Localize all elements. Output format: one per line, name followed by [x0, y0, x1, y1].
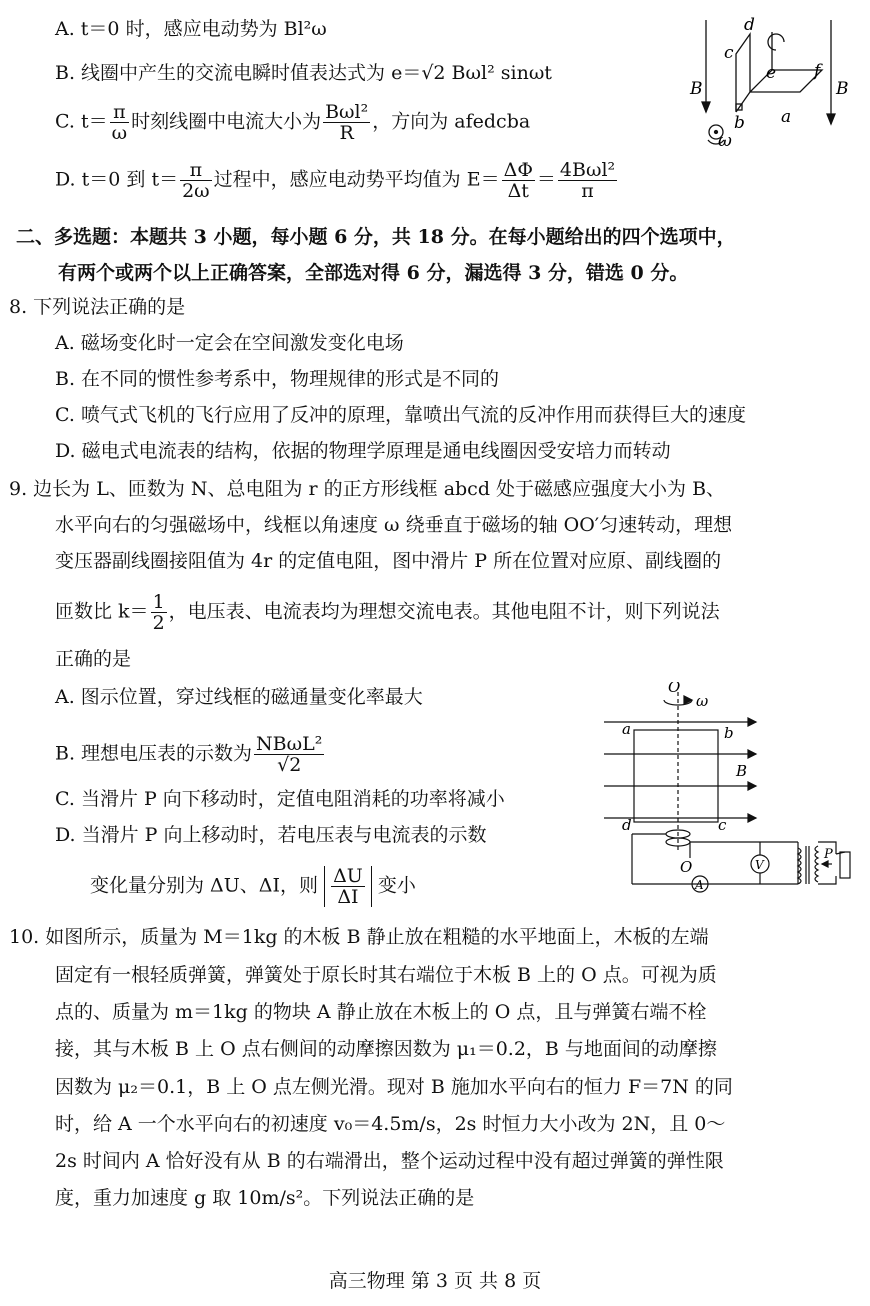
page-footer: 高三物理 第 3 页 共 8 页 — [328, 1270, 542, 1292]
section2-line1: 二、多选题：本题共 3 小题，每小题 6 分，共 18 分。在每小题给出的四个选项中， — [16, 226, 736, 248]
fig1-label-d: d — [744, 15, 755, 35]
q9-b-frac — [254, 734, 324, 775]
fig2-label-omega: ω — [696, 692, 709, 710]
q7-d-frac2 — [502, 160, 535, 201]
q7-option-b: B. 线圈中产生的交流电瞬时值表达式为 e＝√2 Bωl² sinωt — [55, 62, 552, 84]
q8-stem: 8. 下列说法正确的是 — [9, 296, 186, 318]
q9-d2-num: ΔU — [333, 865, 363, 887]
q8-option-c: C. 喷气式飞机的飞行应用了反冲的原理，靠喷出气流的反冲作用而获得巨大的速度 — [55, 404, 746, 426]
q7-d-frac3 — [558, 160, 617, 201]
q9-l4-pre: 匝数比 k＝ — [55, 600, 149, 623]
q9-k-num: 1 — [152, 591, 165, 613]
q10-line2: 固定有一根轻质弹簧，弹簧处于原长时其右端位于木板 B 上的 O 点。可视为质 — [55, 964, 717, 986]
q9-b-num: NBωL² — [256, 733, 323, 755]
q9-option-b — [55, 734, 326, 775]
q9-d2-den: ΔI — [337, 886, 359, 908]
fig2-label-ammeter: A — [695, 878, 704, 892]
q7-d-frac — [180, 160, 212, 201]
q9-d2-frac — [331, 866, 365, 907]
q7-c-frac — [110, 102, 130, 143]
fig2-label-d: d — [622, 816, 632, 834]
q7-d-frac-den: 2ω — [182, 180, 210, 202]
q9-option-a: A. 图示位置，穿过线框的磁通量变化率最大 — [55, 686, 423, 708]
q7-c-pre: C. t＝ — [55, 110, 108, 133]
fig1-label-omega: ω — [718, 131, 732, 151]
fig1-label-b: b — [734, 113, 745, 133]
q8-option-b: B. 在不同的惯性参考系中，物理规律的形式是不同的 — [55, 368, 500, 390]
q7-d-frac2-den: Δt — [507, 180, 529, 202]
fig2-label-p: P — [824, 847, 833, 862]
q7-option-d — [55, 160, 619, 201]
q9-k-den: 2 — [152, 612, 165, 634]
q7-d-frac3-den: π — [581, 180, 594, 202]
q7-d-eq: ＝ — [536, 168, 556, 191]
q10-line1: 10. 如图所示，质量为 M＝1kg 的木板 B 静止放在粗糙的水平地面上，木板的左端 — [9, 926, 709, 948]
q9-option-d: D. 当滑片 P 向上移动时，若电压表与电流表的示数 — [55, 824, 487, 846]
q10-line3: 点的、质量为 m＝1kg 的物块 A 静止放在木板上的 O 点，且与弹簧右端不栓 — [55, 1001, 707, 1023]
q7-d-frac2-num: ΔΦ — [503, 159, 533, 181]
q9-d2-post: 变小 — [377, 874, 416, 897]
q9-l4-post: ，电压表、电流表均为理想交流电表。其他电阻不计，则下列说法 — [168, 600, 720, 623]
fig1-label-b-left: B — [690, 79, 703, 99]
fig2-label-voltmeter: V — [755, 858, 764, 872]
q7-c-frac-num: π — [110, 102, 130, 123]
q7-c-frac2 — [323, 102, 370, 143]
q9-option-d-cont — [90, 866, 416, 907]
fig2-label-o-bottom: O — [680, 858, 693, 876]
q7-d-mid: 过程中，感应电动势平均值为 E＝ — [213, 168, 500, 191]
q7-option-c — [55, 102, 530, 143]
coil-figure — [688, 12, 858, 152]
q7-c-frac2-num: Bωl² — [325, 101, 369, 123]
q8-option-a: A. 磁场变化时一定会在空间激发变化电场 — [55, 332, 404, 354]
fig2-label-field-b: B — [736, 762, 748, 780]
section2-line2: 有两个或两个以上正确答案，全部选对得 6 分，漏选得 3 分，错选 0 分。 — [58, 262, 689, 284]
q9-stem-line5: 正确的是 — [55, 648, 132, 670]
q10-line5: 因数为 μ₂＝0.1，B 上 O 点左侧光滑。现对 B 施加水平向右的恒力 F＝7N 的同 — [55, 1076, 733, 1098]
q9-stem-line4 — [55, 592, 720, 633]
fig2-label-b: b — [724, 724, 734, 742]
q7-d-pre: D. t＝0 到 t＝ — [55, 168, 179, 191]
q7-d-frac3-num: 4Bωl² — [559, 159, 616, 181]
fig1-label-f: f — [814, 61, 821, 81]
q9-b-pre: B. 理想电压表的示数为 — [55, 742, 253, 765]
transformer-circuit-figure — [596, 682, 858, 898]
fig1-label-c: c — [724, 43, 734, 63]
q10-line6: 时，给 A 一个水平向右的初速度 v₀＝4.5m/s，2s 时恒力大小改为 2N，且 0～ — [55, 1113, 726, 1135]
q7-d-frac-num: π — [180, 160, 212, 181]
fig2-label-c: c — [718, 816, 727, 834]
q9-stem-line2: 水平向右的匀强磁场中，线框以角速度 ω 绕垂直于磁场的轴 OO′匀速转动，理想 — [55, 514, 733, 536]
q9-stem-line1: 9. 边长为 L、匝数为 N、总电阻为 r 的正方形线框 abcd 处于磁感应强度大小为 B、 — [9, 478, 726, 500]
q9-stem-line3: 变压器副线圈接阻值为 4r 的定值电阻，图中滑片 P 所在位置对应原、副线圈的 — [55, 550, 722, 572]
fig1-label-e: e — [766, 63, 777, 83]
q7-c-frac-den: ω — [111, 122, 128, 144]
fig2-label-o-top: O — [668, 682, 681, 696]
q7-c-mid: 时刻线圈中电流大小为 — [131, 110, 322, 133]
q7-option-a: A. t＝0 时，感应电动势为 Bl²ω — [55, 18, 327, 40]
q9-b-den: √2 — [277, 754, 302, 776]
fig1-label-a: a — [781, 107, 792, 127]
q10-line8: 度，重力加速度 g 取 10m/s²。下列说法正确的是 — [55, 1187, 475, 1209]
q10-line7: 2s 时间内 A 恰好没有从 B 的右端滑出，整个运动过程中没有超过弹簧的弹性限 — [55, 1150, 724, 1172]
q7-c-frac2-den: R — [339, 122, 354, 144]
fig1-label-b-right: B — [836, 79, 849, 99]
fig2-label-a: a — [622, 720, 631, 738]
q10-line4: 接，其与木板 B 上 O 点右侧间的动摩擦因数为 μ₁＝0.2，B 与地面间的动摩擦 — [55, 1038, 717, 1060]
q9-k-frac — [151, 592, 167, 633]
q9-option-c: C. 当滑片 P 向下移动时，定值电阻消耗的功率将减小 — [55, 788, 505, 810]
q9-d2-abs — [324, 866, 372, 907]
q9-d2-pre: 变化量分别为 ΔU、ΔI，则 — [90, 874, 319, 897]
q7-c-post: ，方向为 afedcba — [372, 110, 531, 133]
q8-option-d: D. 磁电式电流表的结构，依据的物理学原理是通电线圈因受安培力而转动 — [55, 440, 671, 462]
